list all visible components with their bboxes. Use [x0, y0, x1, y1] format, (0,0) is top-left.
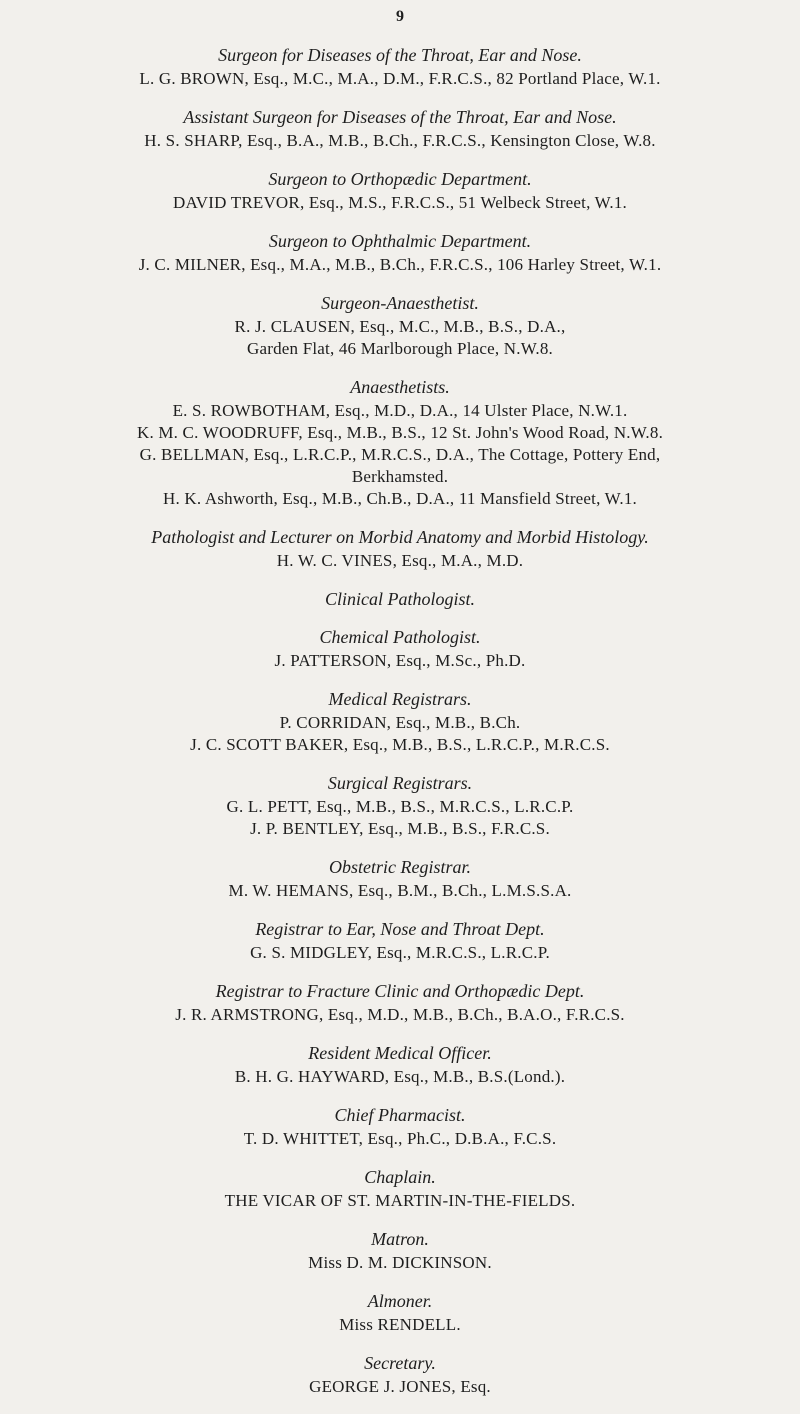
staff-entry: H. W. C. VINES, Esq., M.A., M.D.: [276, 551, 524, 570]
staff-entry: G. BELLMAN, Esq., L.R.C.P., M.R.C.S., D.A., The Cottage, Pottery End,: [139, 445, 661, 464]
staff-entry: Garden Flat, 46 Marlborough Place, N.W.8.: [247, 339, 553, 358]
staff-entry: DAVID TREVOR, Esq., M.S., F.R.C.S., 51 Welbeck Street, W.1.: [173, 193, 627, 212]
section-title: Anaesthetists.: [350, 377, 450, 397]
section-title: Surgeon to Ophthalmic Department.: [268, 231, 532, 251]
section-title: Assistant Surgeon for Diseases of the Throat, Ear and Nose.: [183, 107, 617, 127]
staff-section: [0, 980, 800, 1026]
staff-section: [0, 1352, 800, 1398]
staff-section: [0, 376, 800, 510]
section-title: Registrar to Fracture Clinic and Orthopædic Dept.: [215, 981, 585, 1001]
section-title: Surgeon to Orthopædic Department.: [268, 169, 532, 189]
section-title: Secretary.: [364, 1353, 436, 1373]
staff-section: [0, 856, 800, 902]
staff-entry: H. S. SHARP, Esq., B.A., M.B., B.Ch., F.R.C.S., Kensington Close, W.8.: [144, 131, 656, 150]
section-title: Matron.: [371, 1229, 429, 1249]
staff-entry: G. L. PETT, Esq., M.B., B.S., M.R.C.S., L.R.C.P.: [226, 797, 574, 816]
staff-entry: L. G. BROWN, Esq., M.C., M.A., D.M., F.R.C.S., 82 Portland Place, W.1.: [139, 69, 661, 88]
staff-entry: Miss RENDELL.: [339, 1315, 461, 1334]
staff-section: [0, 688, 800, 756]
section-title: Medical Registrars.: [328, 689, 472, 709]
page-number: 9: [396, 8, 404, 25]
section-title: Chemical Pathologist.: [319, 627, 481, 647]
staff-list: [0, 44, 800, 1414]
staff-entry: Miss D. M. DICKINSON.: [308, 1253, 492, 1272]
staff-entry: Berkhamsted.: [351, 467, 449, 486]
section-title: Surgeon for Diseases of the Throat, Ear and Nose.: [218, 45, 582, 65]
section-title: Chaplain.: [364, 1167, 436, 1187]
section-title: Surgeon-Anaesthetist.: [321, 293, 479, 313]
section-title: Clinical Pathologist.: [324, 589, 475, 609]
staff-section: [0, 772, 800, 840]
staff-entry: GEORGE J. JONES, Esq.: [309, 1377, 491, 1396]
staff-entry: G. S. MIDGLEY, Esq., M.R.C.S., L.R.C.P.: [250, 943, 550, 962]
section-title: Obstetric Registrar.: [329, 857, 471, 877]
staff-entry: T. D. WHITTET, Esq., Ph.C., D.B.A., F.C.S.: [243, 1129, 557, 1148]
staff-entry: R. J. CLAUSEN, Esq., M.C., M.B., B.S., D.A.,: [234, 317, 566, 336]
staff-entry: K. M. C. WOODRUFF, Esq., M.B., B.S., 12 St. John's Wood Road, N.W.8.: [136, 423, 664, 442]
staff-entry: J. C. SCOTT BAKER, Esq., M.B., B.S., L.R.C.P., M.R.C.S.: [190, 735, 610, 754]
staff-section: [0, 106, 800, 152]
staff-entry: J. PATTERSON, Esq., M.Sc., Ph.D.: [274, 651, 526, 670]
staff-entry: E. S. ROWBOTHAM, Esq., M.D., D.A., 14 Ulster Place, N.W.1.: [172, 401, 628, 420]
staff-section: [0, 230, 800, 276]
staff-section: [0, 44, 800, 90]
staff-entry: J. R. ARMSTRONG, Esq., M.D., M.B., B.Ch., B.A.O., F.R.C.S.: [175, 1005, 625, 1024]
staff-entry: P. CORRIDAN, Esq., M.B., B.Ch.: [279, 713, 521, 732]
section-title: Almoner.: [367, 1291, 433, 1311]
staff-section: [0, 1042, 800, 1088]
staff-section: [0, 918, 800, 964]
staff-section: [0, 168, 800, 214]
staff-entry: H. K. Ashworth, Esq., M.B., Ch.B., D.A., 11 Mansfield Street, W.1.: [163, 489, 637, 508]
staff-section: [0, 526, 800, 572]
staff-section: [0, 1228, 800, 1274]
staff-section: [0, 1166, 800, 1212]
staff-entry: B. H. G. HAYWARD, Esq., M.B., B.S.(Lond.).: [234, 1067, 566, 1086]
section-title: Resident Medical Officer.: [308, 1043, 492, 1063]
staff-entry: J. P. BENTLEY, Esq., M.B., B.S., F.R.C.S.: [250, 819, 550, 838]
section-title: Pathologist and Lecturer on Morbid Anatomy and Morbid Histology.: [151, 527, 649, 547]
staff-entry: M. W. HEMANS, Esq., B.M., B.Ch., L.M.S.S.A.: [228, 881, 572, 900]
staff-section: [0, 292, 800, 360]
staff-section: [0, 626, 800, 672]
section-title: Registrar to Ear, Nose and Throat Dept.: [255, 919, 545, 939]
staff-section: [0, 588, 800, 610]
staff-entry: THE VICAR OF ST. MARTIN-IN-THE-FIELDS.: [224, 1191, 576, 1210]
staff-section: [0, 1290, 800, 1336]
staff-entry: J. C. MILNER, Esq., M.A., M.B., B.Ch., F.R.C.S., 106 Harley Street, W.1.: [138, 255, 662, 274]
section-title: Surgical Registrars.: [327, 773, 473, 793]
staff-section: [0, 1104, 800, 1150]
section-title: Chief Pharmacist.: [334, 1105, 466, 1125]
